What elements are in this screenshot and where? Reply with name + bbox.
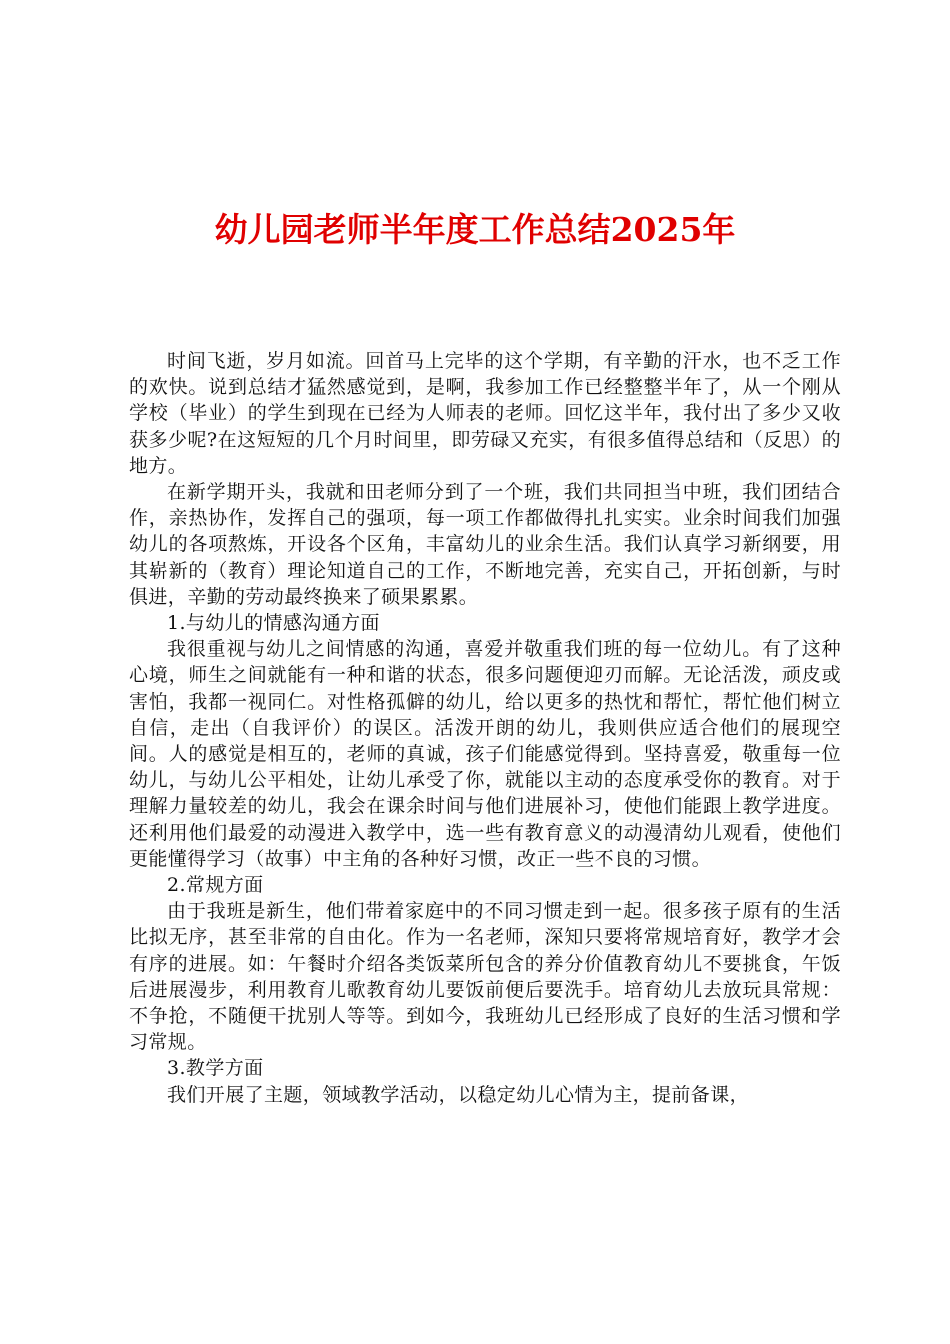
section-heading-emotional-communication: 1.与幼儿的情感沟通方面 (167, 612, 380, 635)
document-body (129, 348, 841, 1108)
section-heading-routine: 2.常规方面 (167, 874, 264, 897)
paragraph-emotional-communication: 我很重视与幼儿之间情感的沟通，喜爱并敬重我们班的每一位幼儿。有了这种心境，师生之间就能有一种和谐的状态，很多问题便迎刃而解。无论活泼，顽皮或害怕，我都一视同仁。对性格孤僻的幼儿，给以更多的热忱和帮忙，帮忙他们树立自信，走出（自我评价）的误区。活泼开朗的幼儿，我则供应适合他们的展现空间。人的感觉是相互的，老师的真诚，孩子们能感觉得到。坚持喜爱，敬重每一位幼儿，与幼儿公平相处，让幼儿承受了你，就能以主动的态度承受你的教育。对于理解力量较差的幼儿，我会在课余时间与他们进展补习，使他们能跟上教学进度。还利用他们最爱的动漫进入教学中，选一些有教育意义的动漫清幼儿观看，使他们更能懂得学习（故事）中主角的各种好习惯，改正一些不良的习惯。 (129, 638, 841, 870)
paragraph-teaching: 我们开展了主题，领域教学活动，以稳定幼儿心情为主，提前备课， (167, 1083, 750, 1106)
document-title: 幼儿园老师半年度工作总结2025年 (214, 210, 736, 249)
section-heading-teaching: 3.教学方面 (167, 1057, 264, 1080)
paragraph-new-semester: 在新学期开头，我就和田老师分到了一个班，我们共同担当中班，我们团结合作，亲热协作，发挥自己的强项，每一项工作都做得扎扎实实。业余时间我们加强幼儿的各项熬炼，开设各个区角，丰富幼儿的业余生活。我们认真学习新纲要，用其崭新的（教育）理论知道自己的工作，不断地完善，充实自己，开拓创新，与时俱进，辛勤的劳动最终换来了硕果累累。 (129, 481, 841, 608)
paragraph-intro: 时间飞逝，岁月如流。回首马上完毕的这个学期，有辛勤的汗水，也不乏工作的欢快。说到总结才猛然感觉到，是啊，我参加工作已经整整半年了，从一个刚从学校（毕业）的学生到现在已经为人师表的老师。回忆这半年，我付出了多少又收获多少呢?在这短短的几个月时间里，即劳碌又充实，有很多值得总结和（反思）的地方。 (129, 350, 841, 477)
paragraph-routine: 由于我班是新生，他们带着家庭中的不同习惯走到一起。很多孩子原有的生活比拟无序，甚至非常的自由化。作为一名老师，深知只要将常规培育好，教学才会有序的进展。如：午餐时介绍各类饭菜所包含的养分价值教育幼儿不要挑食，午饭后进展漫步，利用教育儿歌教育幼儿要饭前便后要洗手。培育幼儿去放玩具常规：不争抢，不随便干扰别人等等。到如今，我班幼儿已经形成了良好的生活习惯和学习常规。 (129, 900, 841, 1054)
